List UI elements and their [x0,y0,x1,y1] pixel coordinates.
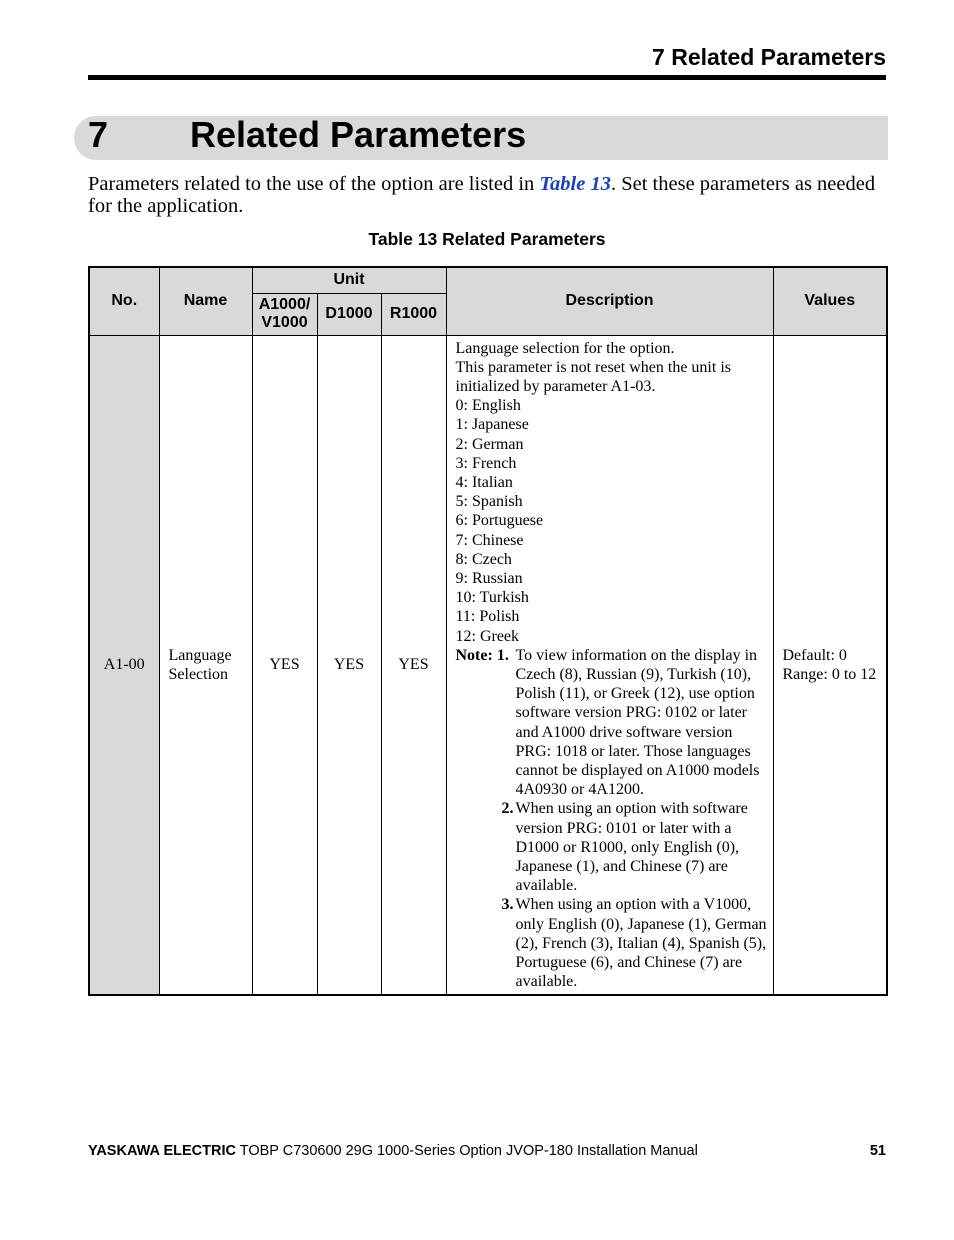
note-2-text: When using an option with software version PRG: 0101 or later with a D1000 or R1000, only English (0), Japanese (1), and Chinese (7) are available. [515,800,748,895]
description-line: 11: Polish [455,608,520,626]
description-line: 8: Czech [455,550,512,568]
intro-paragraph [88,173,878,217]
running-header: 7 Related Parameters [652,44,886,70]
name-line: Language [168,646,232,664]
note-3 [456,895,769,991]
cell-values [773,335,887,995]
description-lines [456,339,769,646]
description-line: 5: Spanish [455,493,523,511]
description-line: 2: German [455,435,524,453]
cell-unit-r1000: YES [381,335,446,995]
table-caption: Table 13 Related Parameters [368,229,606,249]
description-line: 9: Russian [455,569,523,587]
note-1-text: To view information on the display in Czech (8), Russian (9), Turkish (10), Polish (11), or Greek (12), use option software version PRG: 0102 or later and A1000 drive software version PRG: 1018 or later. Those languages cannot be displayed on A1000 models 4A0930 or 4A1200. [515,646,760,799]
table-reference-link[interactable]: Table 13 [539,173,611,195]
description-line: 10: Turkish [455,589,529,607]
description-line: 7: Chinese [455,531,524,549]
page-footer [88,1143,886,1159]
header-name: Name [159,267,252,335]
related-parameters-table [88,266,888,996]
note-3-text: When using an option with a V1000, only English (0), Japanese (1), German (2), French (3), Italian (4), Spanish (5), Portuguese (6), and Chinese (7) are available. [515,896,767,991]
header-unit-a1000-v1000: A1000/ V1000 [252,293,317,335]
description-line: 6: Portuguese [455,512,544,530]
footer-document-title: TOBP C730600 29G 1000-Series Option JVOP-180 Installation Manual [235,1143,698,1159]
cell-param-name [159,335,252,995]
header-values: Values [773,267,887,335]
section-title: Related Parameters [190,114,527,155]
name-line: Selection [168,665,229,683]
description-line: 3: French [455,454,517,472]
description-line: 12: Greek [455,627,520,645]
intro-text-before: Parameters related to the use of the option are listed in [88,173,540,195]
description-line: initialized by parameter A1-03. [455,377,656,395]
table-row [89,335,887,995]
header-unit-d1000: D1000 [317,293,381,335]
header-description: Description [446,267,773,335]
description-line: 4: Italian [455,473,513,491]
header-unit: Unit [252,267,446,293]
description-line: 0: English [455,397,521,415]
description-line: Language selection for the option. [455,339,675,357]
cell-description [446,335,773,995]
page-number: 51 [869,1143,886,1159]
description-line: This parameter is not reset when the unit is [455,358,731,376]
cell-unit-a1000-v1000: YES [252,335,317,995]
note-1 [456,646,769,800]
note-3-lead: 3. [501,896,514,914]
intro-text-after: . Set these parameters as needed for the application. [88,173,876,217]
description-line: 1: Japanese [455,416,529,434]
header-no: No. [89,267,159,335]
cell-unit-d1000: YES [317,335,381,995]
section-number: 7 [88,114,109,155]
header-unit-r1000: R1000 [381,293,446,335]
note-2 [456,799,769,895]
footer-brand: YASKAWA ELECTRIC [88,1143,236,1159]
note-2-lead: 2. [501,800,514,818]
values-range: Range: 0 to 12 [782,665,877,683]
cell-param-no: A1-00 [89,335,159,995]
values-default: Default: 0 [782,646,847,664]
header-rule [88,75,886,80]
note-1-lead: Note: 1. [455,646,509,664]
